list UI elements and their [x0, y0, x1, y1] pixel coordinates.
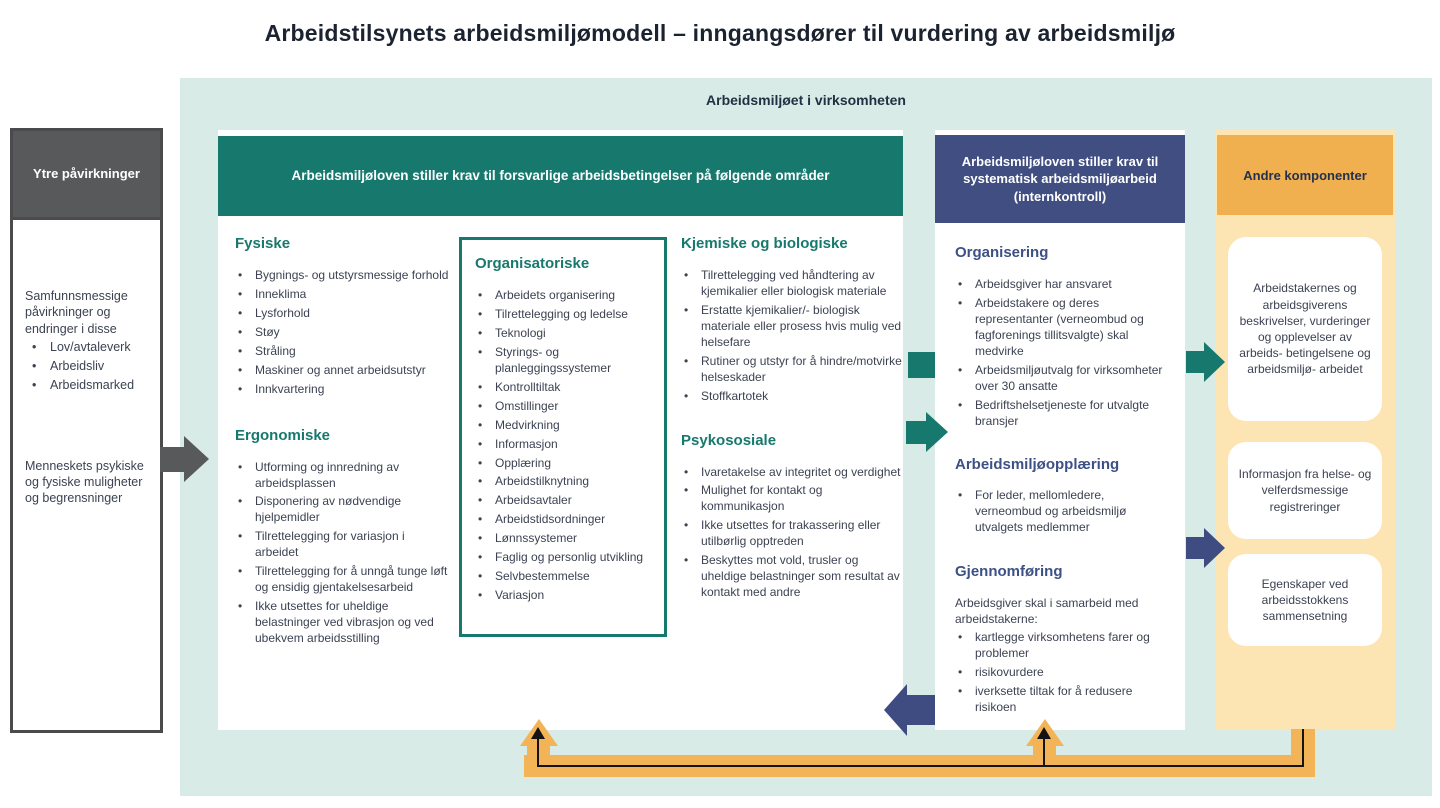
bullet-item: • Tilrettelegging ved håndtering av kjemikalier eller biologisk materiale: [681, 268, 906, 300]
external-influences-body: [13, 220, 160, 506]
column-physical-ergonomic: [235, 234, 450, 650]
bullet-item: • Arbeidsgiver har ansvaret: [955, 277, 1173, 293]
bullet-item: • Arbeidstilknytning: [475, 474, 656, 490]
bullet-item: • Bygnings- og utstyrsmessige forhold: [235, 268, 450, 284]
bullet-item: • For leder, mellomledere, verneombud og arbeidsmiljø utvalgets medlemmer: [955, 488, 1173, 536]
bullet-item: • Støy: [235, 325, 450, 341]
ergonomiske-bullet-list: [235, 460, 450, 647]
bullet-item: • Opplæring: [475, 456, 656, 472]
external-influences-header: Ytre påvirkninger: [13, 131, 160, 220]
gjennomforing-bullet-list: [955, 630, 1173, 716]
organisering-bullet-list: [955, 277, 1173, 430]
organisatoriske-bullet-list: [475, 288, 656, 604]
bullet-item: • Mulighet for kontakt og kommunikasjon: [681, 483, 906, 515]
working-conditions-header: Arbeidsmiljøloven stiller krav til forsvarlige arbeidsbetingelser på følgende områder: [218, 136, 903, 216]
conditions-to-systematic-arrowhead-icon: [926, 412, 948, 452]
conditions-to-other-arrow: [1186, 351, 1205, 373]
bullet-item: • Innkvartering: [235, 382, 450, 398]
bullet-item: • Arbeidstidsordninger: [475, 512, 656, 528]
external-paragraph-societal: Samfunnsmessige påvirkninger og endringer i disse: [25, 289, 128, 336]
systematic-to-conditions-arrowhead-icon: [884, 684, 907, 736]
bullet-item: • Arbeidsliv: [25, 358, 150, 374]
systematic-to-other-arrowhead-icon: [1204, 528, 1225, 568]
work-environment-label: Arbeidsmiljøet i virksomheten: [706, 92, 906, 108]
bullet-item: • Omstillinger: [475, 399, 656, 415]
other-card-health-registrations: Informasjon fra helse- og velferdsmessige registreringer: [1228, 442, 1382, 539]
bullet-item: • Faglig og personlig utvikling: [475, 550, 656, 566]
heading-fysiske: Fysiske: [235, 235, 291, 252]
bullet-item: • Arbeidsavtaler: [475, 493, 656, 509]
external-to-conditions-arrowhead-icon: [184, 436, 209, 482]
bullet-item: • Arbeidets organisering: [475, 288, 656, 304]
bullet-item: • Ikke utsettes for uheldige belastninger ved vibrasjon og ved ubekvem arbeidsstilling: [235, 599, 450, 647]
heading-organisering: Organisering: [955, 244, 1049, 261]
bullet-item: • Ivaretakelse av integritet og verdighet: [681, 465, 906, 481]
gjennomforing-intro: Arbeidsgiver skal i samarbeid med arbeidstakerne:: [955, 596, 1139, 627]
systematic-work-body: [935, 223, 1185, 716]
bullet-item: • Styrings- og planleggingssystemer: [475, 345, 656, 377]
psykososiale-bullet-list: [681, 465, 906, 602]
bullet-item: • Lysforhold: [235, 306, 450, 322]
kjemiske-bullet-list: [681, 268, 906, 405]
bullet-item: • Tilrettelegging og ledelse: [475, 307, 656, 323]
bullet-item: • Selvbestemmelse: [475, 569, 656, 585]
bullet-item: • Arbeidstakere og deres representanter (verneombud og fagforenings tillitsvalgte) skal medvirke: [955, 296, 1173, 360]
other-components-panel: [1215, 130, 1395, 730]
bullet-item: • Medvirkning: [475, 418, 656, 434]
bullet-item: • Arbeidsmarked: [25, 377, 150, 393]
conditions-to-systematic-arrow: [906, 421, 927, 444]
systematic-to-conditions-arrow: [906, 695, 935, 725]
bullet-item: • kartlegge virksomhetens farer og problemer: [955, 630, 1173, 662]
bullet-item: • Erstatte kjemikalier/- biologisk materiale eller prosess hvis mulig ved helsefare: [681, 303, 906, 351]
other-card-descriptions: Arbeidstakernes og arbeidsgiverens beskrivelser, vurderinger og opplevelser av arbeids- betingelsene og arbeidsmiljø- arbeidet: [1228, 237, 1382, 421]
heading-ergonomiske: Ergonomiske: [235, 426, 331, 444]
bullet-item: • Tilrettelegging for å unngå tunge løft og ensidig gjentakelsesarbeid: [235, 564, 450, 596]
bullet-item: • Lov/avtaleverk: [25, 339, 150, 355]
bullet-item: • Inneklima: [235, 287, 450, 303]
feedback-loop-vertical-line: [1302, 729, 1304, 767]
external-paragraph-human: Menneskets psykiske og fysiske muligheter og begrensninger: [25, 458, 144, 505]
external-influences-box: [10, 128, 163, 733]
bullet-item: • Rutiner og utstyr for å hindre/motvirke helseskader: [681, 354, 906, 386]
other-card-workforce-composition: Egenskaper ved arbeidsstokkens sammensetning: [1228, 554, 1382, 646]
systematic-to-other-arrow: [1186, 537, 1205, 559]
bullet-item: • Informasjon: [475, 437, 656, 453]
bullet-item: • Stoffkartotek: [681, 389, 906, 405]
organisatoriske-framed-box: [459, 237, 667, 637]
bullet-item: • Beskyttes mot vold, trusler og uheldige belastninger som resultat av kontakt med andre: [681, 553, 906, 601]
heading-psykososiale: Psykososiale: [681, 431, 777, 449]
bullet-item: • Arbeidsmiljøutvalg for virksomheter over 30 ansatte: [955, 363, 1173, 395]
bullet-item: • Ikke utsettes for trakassering eller utilbørlig opptreden: [681, 518, 906, 550]
conditions-to-other-arrowhead-icon: [1204, 342, 1225, 382]
feedback-arrow-to-conditions-inner-line: [537, 738, 539, 766]
bullet-item: • Utforming og innredning av arbeidsplassen: [235, 460, 450, 492]
working-conditions-panel: [218, 130, 903, 730]
feedback-loop-horizontal-line: [537, 765, 1304, 767]
heading-gjennomforing: Gjennomføring: [955, 563, 1063, 581]
bullet-item: • Variasjon: [475, 588, 656, 604]
page-title: Arbeidstilsynets arbeidsmiljømodell – inngangsdører til vurdering av arbeidsmiljø: [264, 20, 1176, 46]
heading-arbeidsmiljoopplaering: Arbeidsmiljøopplæring: [955, 455, 1120, 473]
other-components-header: Andre komponenter: [1217, 135, 1393, 215]
column-chemical-psychosocial: [681, 234, 906, 604]
bullet-item: • Maskiner og annet arbeidsutstyr: [235, 363, 450, 379]
external-bullet-list: [25, 339, 150, 394]
bullet-item: • risikovurdere: [955, 665, 1173, 681]
systematic-work-header: Arbeidsmiljøloven stiller krav til systematisk arbeidsmiljøarbeid (internkontroll): [935, 135, 1185, 223]
bullet-item: • Lønnssystemer: [475, 531, 656, 547]
fysiske-bullet-list: [235, 268, 450, 398]
bullet-item: • Stråling: [235, 344, 450, 360]
opplaering-bullet-list: [955, 488, 1173, 536]
bullet-item: • Tilrettelegging for variasjon i arbeidet: [235, 529, 450, 561]
feedback-arrow-to-systematic-inner-head-icon: [1037, 727, 1051, 739]
heading-organisatoriske: Organisatoriske: [475, 255, 590, 272]
bullet-item: • Teknologi: [475, 326, 656, 342]
external-to-conditions-arrow: [160, 447, 186, 472]
heading-kjemiske: Kjemiske og biologiske: [681, 235, 848, 252]
feedback-arrow-to-systematic-inner-line: [1043, 738, 1045, 766]
bullet-item: • Disponering av nødvendige hjelpemidler: [235, 494, 450, 526]
bullet-item: • Bedriftshelsetjeneste for utvalgte bransjer: [955, 398, 1173, 430]
bullet-item: • iverksette tiltak for å redusere risikoen: [955, 684, 1173, 716]
bullet-item: • Kontrolltiltak: [475, 380, 656, 396]
conditions-to-other-connector-square: [908, 352, 935, 378]
feedback-arrow-to-conditions-inner-head-icon: [531, 727, 545, 739]
systematic-work-panel: [935, 130, 1185, 730]
